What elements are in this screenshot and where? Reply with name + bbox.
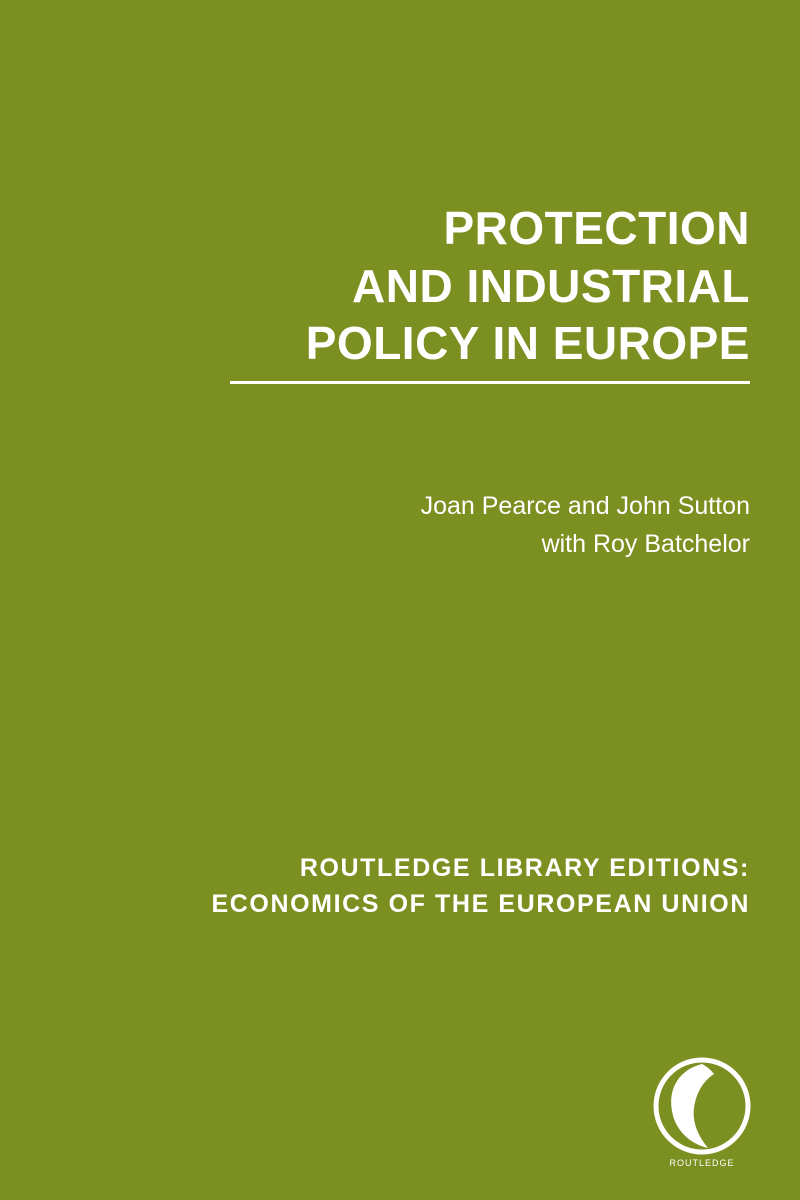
series-line-1: ROUTLEDGE LIBRARY EDITIONS: (299, 854, 750, 882)
series-block (50, 850, 750, 923)
routledge-logo-icon (648, 1056, 756, 1156)
title-underline-rule (230, 381, 750, 384)
title-line-2: AND INDUSTRIAL (352, 259, 750, 312)
author-line-2: with Roy Batchelor (541, 529, 750, 558)
title-line-1: PROTECTION (443, 202, 750, 254)
routledge-logo (648, 1056, 756, 1172)
routledge-logo-label: ROUTLEDGE (669, 1158, 735, 1168)
author-line-1: Joan Pearce and John Sutton (420, 492, 750, 520)
author-block (50, 488, 750, 563)
title-line-3: POLICY IN EUROPE (305, 317, 750, 369)
book-title (50, 200, 750, 384)
series-line-2: ECONOMICS OF THE EUROPEAN UNION (211, 890, 750, 919)
